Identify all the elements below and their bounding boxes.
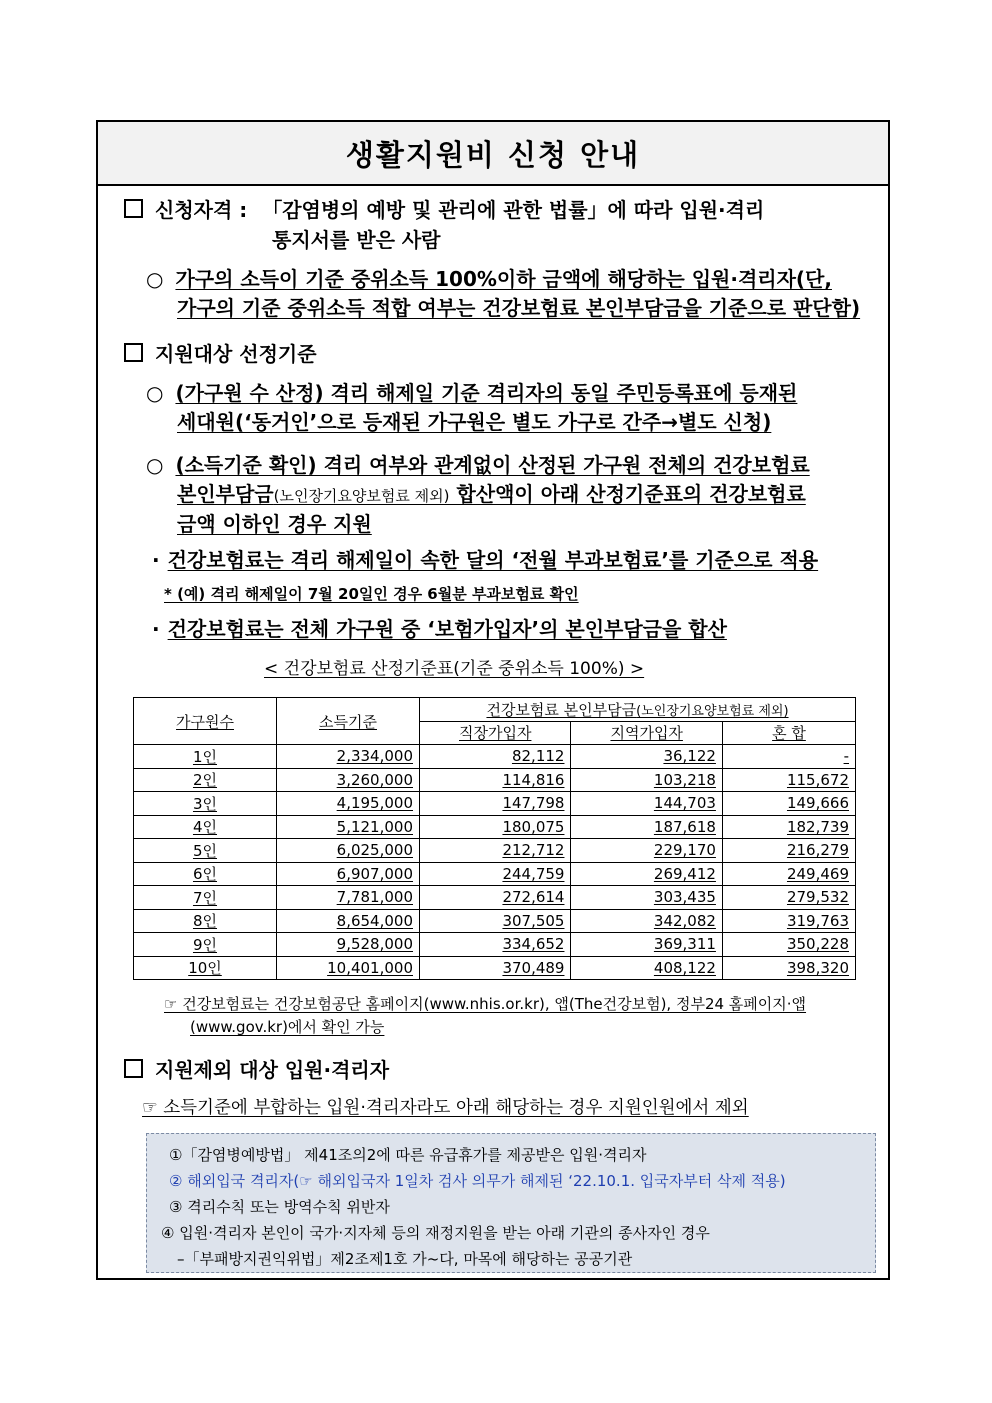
exclusion-label: 지원제외 대상 입원·격리자 (155, 1058, 390, 1082)
eligibility-bullet-line-2: 가구의 기준 중위소득 적합 여부는 건강보험료 본인부담금을 기준으로 판단함) (177, 296, 861, 320)
table-row: 8인 8,654,000 307,505 342,082 319,763 (134, 909, 856, 933)
eligibility-bullet (146, 263, 832, 292)
title-box (98, 122, 888, 186)
exclusion-item-4: ④ 입원·격리자 본인이 국가·지자체 등의 재정지원을 받는 아래 기관의 종사자인 경우 (161, 1224, 710, 1242)
criteria-dot-1: · 건강보험료는 격리 해제일이 속한 달의 ‘전월 부과보험료’를 기준으로 적용 (152, 548, 819, 572)
criteria-bullet-2-line-3: 금액 이하인 경우 지원 (177, 512, 372, 536)
checkbox-square-icon (124, 343, 143, 362)
table-row: 5인 6,025,000 212,712 229,170 216,279 (134, 839, 856, 863)
table-row: 9인 9,528,000 334,652 369,311 350,228 (134, 933, 856, 957)
table-row: 10인 10,401,000 370,489 408,122 398,320 (134, 956, 856, 980)
table-note-line-2: (www.gov.kr)에서 확인 가능 (190, 1018, 385, 1036)
exclusion-item-4-sub: –「부패방지권익위법」제2조제1호 가~다, 마목에 해당하는 공공기관 (177, 1250, 633, 1268)
table-row: 3인 4,195,000 147,798 144,703 149,666 (134, 792, 856, 816)
table-row: 4인 5,121,000 180,075 187,618 182,739 (134, 815, 856, 839)
table-caption: < 건강보험료 산정기준표(기준 중위소득 100%) > (264, 659, 645, 679)
checkbox-square-icon (124, 199, 143, 218)
header-employee: 직장가입자 (420, 721, 571, 745)
exclusion-item-3: ③ 격리수칙 또는 방역수칙 위반자 (169, 1198, 390, 1216)
eligibility-label: 신청자격 : (155, 198, 248, 222)
exclusion-item-1: ①「감염병예방법」 제41조의2에 따른 유급휴가를 제공받은 입원·격리자 (169, 1146, 647, 1164)
circle-bullet-icon: ○ (146, 381, 164, 405)
exclusion-list-box (146, 1133, 876, 1273)
eligibility-text-2: 통지서를 받은 사람 (272, 228, 441, 252)
eligibility-text-1: 「감염병의 예방 및 관리에 관한 법률」에 따라 입원·격리 (262, 198, 765, 222)
criteria-bullet-1: ○ (가구원 수 산정) 격리 해제일 기준 격리자의 동일 주민등록표에 등재된 (146, 381, 798, 405)
header-regional: 지역가입자 (571, 721, 722, 745)
table-row: 6인 6,907,000 244,759 269,412 249,469 (134, 862, 856, 886)
section-criteria (124, 338, 317, 367)
criteria-bullet-2: ○ (소득기준 확인) 격리 여부와 관계없이 산정된 가구원 전체의 건강보험료 (146, 453, 810, 477)
criteria-example: * (예) 격리 해제일이 7월 20일인 경우 6월분 부과보험료 확인 (164, 585, 579, 603)
table-row: 7인 7,781,000 272,614 303,435 279,532 (134, 886, 856, 910)
circle-bullet-icon: ○ (146, 267, 164, 291)
table-body (134, 745, 856, 980)
criteria-dot-2: · 건강보험료는 전체 가구원 중 ‘보험가입자’의 본인부담금을 합산 (152, 617, 727, 641)
table-row: 2인 3,260,000 114,816 103,218 115,672 (134, 768, 856, 792)
header-premium: 건강보험료 본인부담금(노인장기요양보험료 제외) (420, 698, 856, 722)
premium-criteria-table (133, 697, 856, 980)
checkbox-square-icon (124, 1059, 143, 1078)
circle-bullet-icon: ○ (146, 453, 164, 477)
section-eligibility (124, 194, 764, 223)
page-title: 생활지원비 신청 안내 (345, 137, 641, 172)
section-exclusion (124, 1054, 389, 1083)
dot-bullet-icon: · (152, 617, 160, 641)
exclusion-pointer: ☞ 소득기준에 부합하는 입원·격리자라도 아래 해당하는 경우 지원인원에서 제외 (142, 1098, 749, 1118)
criteria-label: 지원대상 선정기준 (155, 342, 317, 366)
dot-bullet-icon: · (152, 548, 160, 572)
header-members: 가구원수 (134, 698, 277, 745)
eligibility-bullet-line-1: 가구의 소득이 기준 중위소득 100%이하 금액에 해당하는 입원·격리자(단, (175, 267, 832, 291)
table-note-line-1: ☞ 건강보험료는 건강보험공단 홈페이지(www.nhis.or.kr), 앱(The건강보험), 정부24 홈페이지·앱 (164, 995, 807, 1013)
table-row: 1인 2,334,000 82,112 36,122 - (134, 745, 856, 769)
header-income: 소득기준 (277, 698, 420, 745)
criteria-bullet-1-line-2: 세대원(‘동거인’으로 등재된 가구원은 별도 가구로 간주→별도 신청) (177, 410, 772, 434)
header-mixed: 혼 합 (722, 721, 855, 745)
criteria-bullet-2-line-2: 본인부담금(노인장기요양보험료 제외) 합산액이 아래 산정기준표의 건강보험료 (177, 482, 806, 506)
exclusion-item-2: ② 해외입국 격리자(☞ 해외입국자 1일차 검사 의무가 해제된 ‘22.10.1. 입국자부터 삭제 적용) (169, 1172, 786, 1190)
